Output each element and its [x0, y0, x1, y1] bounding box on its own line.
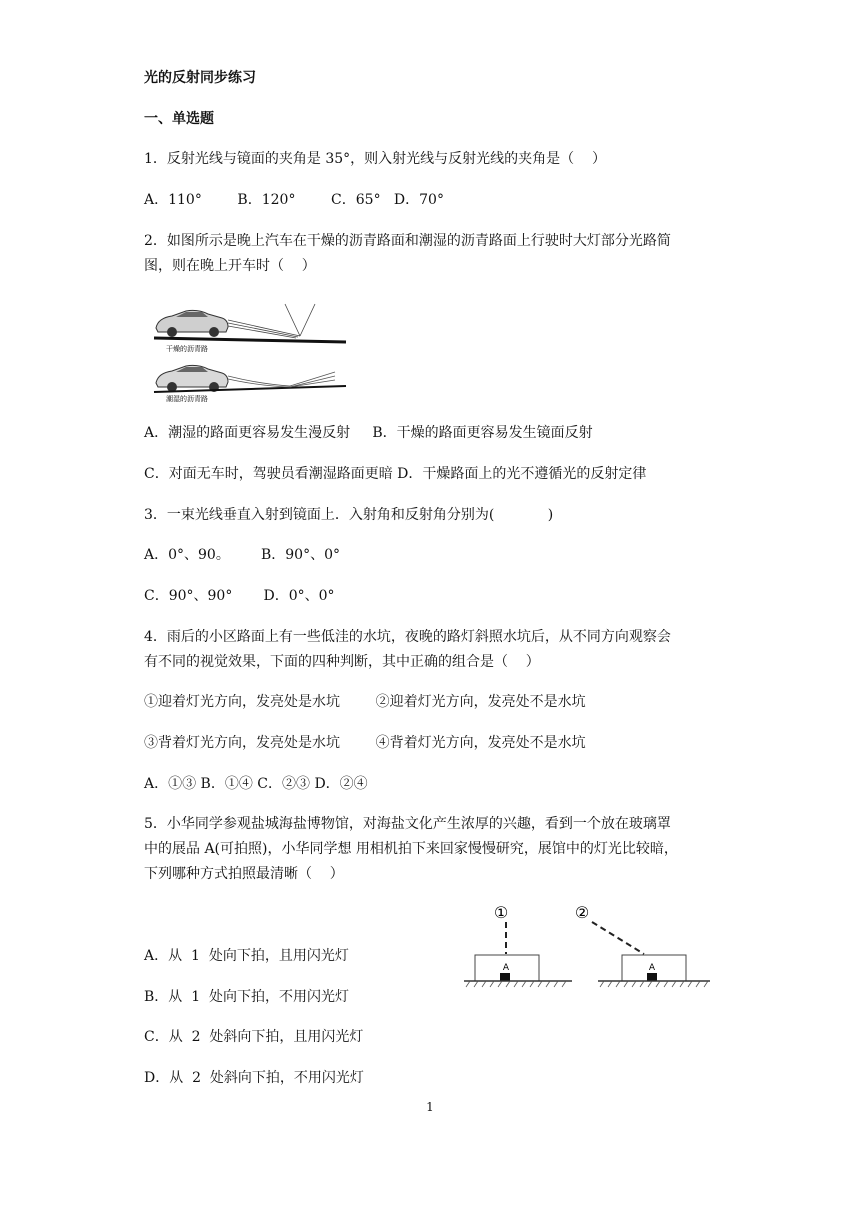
q2-stem-line1: 2．如图所示是晚上汽车在干燥的沥青路面和潮湿的沥青路面上行驶时大灯部分光路简 — [144, 233, 671, 249]
q4-stem-line2: 有不同的视觉效果，下面的四种判断，其中正确的组合是（ ） — [144, 654, 540, 670]
page-number: 1 — [426, 1100, 434, 1114]
q1-options: A．110° B．120° C．65° D．70° — [144, 192, 444, 208]
exhibit-1 — [500, 973, 510, 981]
dry-road-line — [154, 338, 346, 342]
q4-options: A．①③ B．①④ C．②③ D．②④ — [144, 776, 368, 792]
q5-stem-line2: 中的展品 A(可拍照)，小华同学想 用相机拍下来回家慢慢研究，展馆中的灯光比较暗， — [144, 841, 678, 857]
q4-judge-line1: ①迎着灯光方向，发亮处是水坑 ②迎着灯光方向，发亮处不是水坑 — [144, 694, 586, 710]
q5-stem-line3: 下列哪种方式拍照最清晰（ ） — [144, 866, 344, 882]
q5-figure — [462, 900, 722, 992]
section-heading: 一、单选题 — [144, 111, 214, 127]
q2-figure — [150, 300, 350, 410]
document-title: 光的反射同步练习 — [144, 70, 256, 86]
q2-options-line1: A．潮湿的路面更容易发生漫反射 B．干燥的路面更容易发生镜面反射 — [144, 425, 593, 441]
camera-path-2 — [592, 922, 644, 954]
q2-stem-line2: 图，则在晚上开车时（ ） — [144, 258, 316, 274]
car-icon-dry — [156, 310, 228, 337]
q2-options-line2: C．对面无车时，驾驶员看潮湿路面更暗 D．干燥路面上的光不遵循光的反射定律 — [144, 466, 647, 482]
q4-judge-line2: ③背着灯光方向，发亮处是水坑 ④背着灯光方向，发亮处不是水坑 — [144, 735, 586, 751]
wet-light-rays — [228, 372, 335, 387]
marker-1: ① — [493, 903, 509, 922]
exhibit-label-1: A — [502, 963, 510, 973]
marker-2: ② — [574, 903, 590, 922]
exhibit-2 — [647, 973, 657, 981]
q5-stem-line1: 5．小华同学参观盐城海盐博物馆，对海盐文化产生浓厚的兴趣，看到一个放在玻璃罩 — [144, 816, 671, 832]
q4-stem-line1: 4．雨后的小区路面上有一些低洼的水坑，夜晚的路灯斜照水坑后，从不同方向观察会 — [144, 629, 671, 645]
q5-option-c: C．从 2 处斜向下拍，且用闪光灯 — [144, 1029, 364, 1045]
q3-stem: 3．一束光线垂直入射到镜面上．入射角和反射角分别为( ) — [144, 507, 554, 523]
q1-stem: 1．反射光线与镜面的夹角是 35°，则入射光线与反射光线的夹角是（ ） — [144, 151, 606, 167]
ground-hatch-2 — [600, 981, 708, 987]
fig-label-dry: 干燥的沥青路 — [166, 345, 208, 353]
q3-options-line1: A．0°、90。 B．90°、0° — [144, 547, 340, 563]
q3-options-line2: C．90°、90° D．0°、0° — [144, 588, 335, 604]
q5-option-a: A．从 1 处向下拍，且用闪光灯 — [144, 948, 349, 964]
q5-option-b: B．从 1 处向下拍，不用闪光灯 — [144, 989, 349, 1005]
dry-light-rays — [228, 304, 315, 338]
q5-option-d: D．从 2 处斜向下拍，不用闪光灯 — [144, 1070, 364, 1086]
fig-label-wet: 潮湿的沥青路 — [166, 395, 208, 403]
car-icon-wet — [156, 365, 228, 392]
exhibit-label-2: A — [648, 963, 656, 973]
ground-hatch-1 — [466, 981, 566, 987]
